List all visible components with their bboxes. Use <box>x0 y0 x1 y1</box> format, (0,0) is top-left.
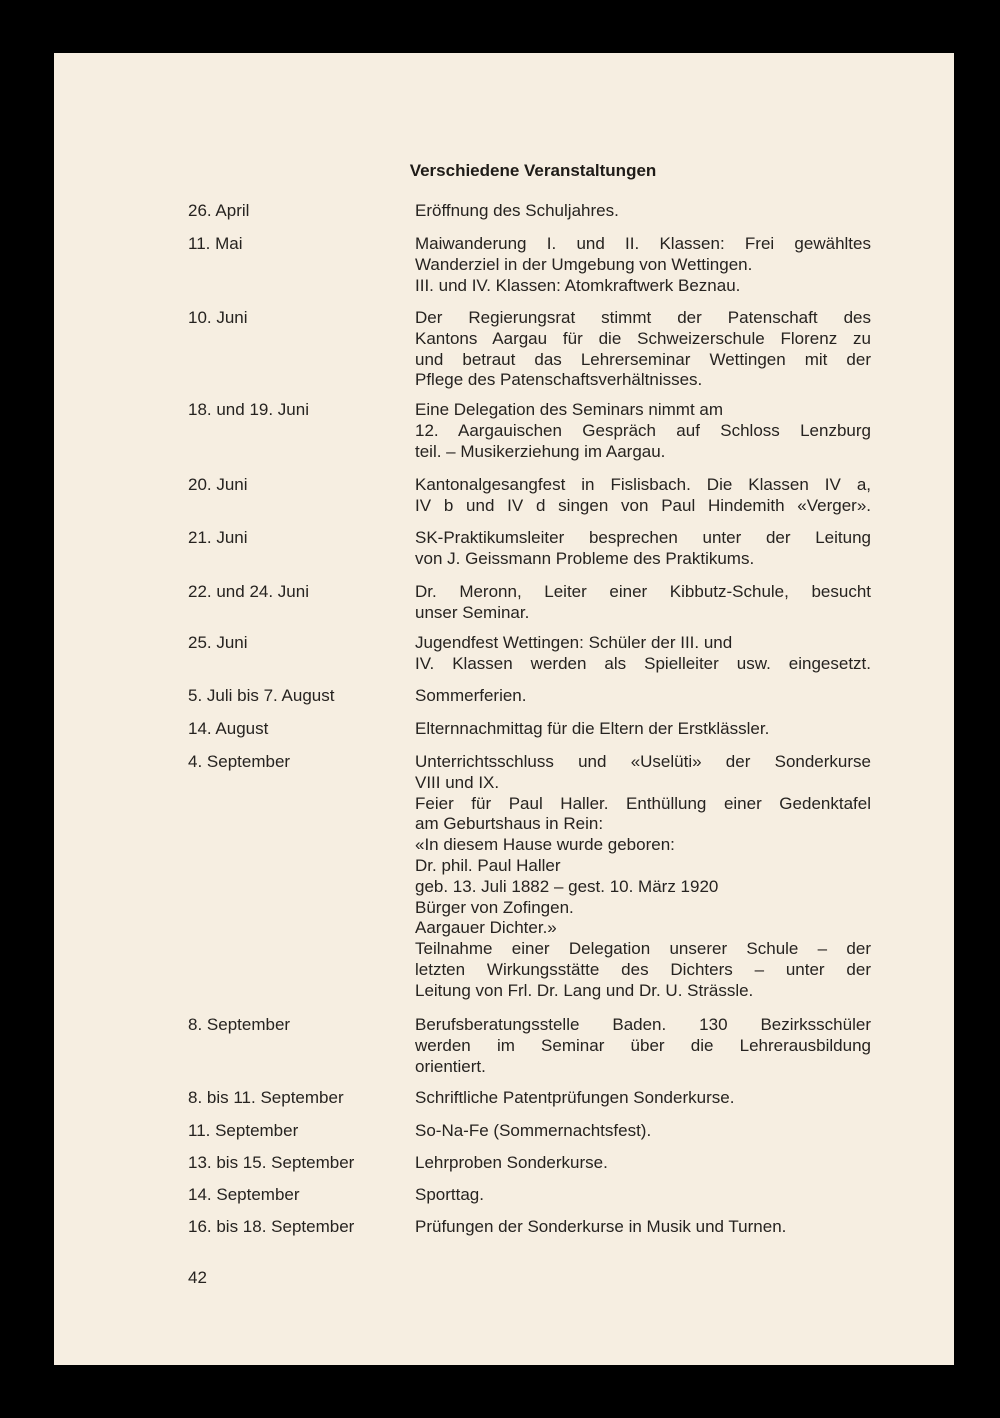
event-description <box>415 1217 871 1238</box>
event-description <box>415 1088 871 1109</box>
event-date: 26. April <box>188 201 250 220</box>
event-description <box>415 582 871 624</box>
event-date: 25. Juni <box>188 633 248 652</box>
event-description <box>415 752 871 1002</box>
event-description-line: Wanderziel in der Umgebung von Wettingen. <box>415 254 753 274</box>
event-date: 11. September <box>188 1121 299 1140</box>
page-sheet <box>54 53 954 1365</box>
event-description-line: Schriftliche Patentprüfungen Sonderkurse. <box>415 1088 735 1107</box>
event-date: 8. September <box>188 1015 291 1034</box>
page-number: 42 <box>188 1268 207 1287</box>
section-heading: Verschiedene Veranstaltungen <box>409 161 657 180</box>
event-description-line: «In diesem Hause wurde geboren: <box>415 835 675 855</box>
event-description <box>415 400 871 462</box>
event-description-line: Pflege des Patenschaftsverhältnisses. <box>415 370 703 390</box>
event-description <box>415 234 871 296</box>
event-description-line: IV. Klassen werden als Spielleiter usw. eingesetzt. <box>415 653 871 673</box>
event-description-line: VIII und IX. <box>415 772 500 792</box>
event-description-line: geb. 13. Juli 1882 – gest. 10. März 1920 <box>415 876 719 896</box>
event-date: 5. Juli bis 7. August <box>188 686 335 705</box>
event-description <box>415 1153 871 1174</box>
event-description-line: Leitung von Frl. Dr. Lang und Dr. U. Strässle. <box>415 980 754 1000</box>
event-description-line: Kantons Aargau für die Schweizerschule Florenz zu <box>415 328 871 348</box>
event-description-line: unser Seminar. <box>415 602 530 622</box>
event-description-line: am Geburtshaus in Rein: <box>415 814 604 834</box>
event-description-line: Elternnachmittag für die Eltern der Erstklässler. <box>415 719 770 738</box>
event-description-line: werden im Seminar über die Lehrerausbildung <box>415 1035 871 1055</box>
event-description-line: Teilnahme einer Delegation unserer Schule – der <box>415 939 871 959</box>
event-description <box>415 201 871 222</box>
event-description-line: Feier für Paul Haller. Enthüllung einer Gedenktafel <box>415 793 871 813</box>
event-description-line: Dr. Meronn, Leiter einer Kibbutz-Schule, besucht <box>415 582 871 601</box>
event-description-line: Eine Delegation des Seminars nimmt am <box>415 400 724 419</box>
event-date: 8. bis 11. September <box>188 1088 344 1107</box>
event-description-line: III. und IV. Klassen: Atomkraftwerk Beznau. <box>415 275 741 295</box>
event-description-line: Dr. phil. Paul Haller <box>415 855 561 875</box>
event-description-line: Unterrichtsschluss und «Uselüti» der Sonderkurse <box>415 752 871 771</box>
event-date: 11. Mai <box>188 234 243 253</box>
event-description-line: von J. Geissmann Probleme des Praktikums. <box>415 548 755 568</box>
event-description <box>415 1121 871 1142</box>
event-date: 10. Juni <box>188 308 248 327</box>
event-date: 20. Juni <box>188 475 248 494</box>
event-description-line: 12. Aargauischen Gespräch auf Schloss Lenzburg <box>415 420 871 440</box>
event-description-line: Berufsberatungsstelle Baden. 130 Bezirksschüler <box>415 1015 871 1034</box>
event-description-line: teil. – Musikerziehung im Aargau. <box>415 441 666 461</box>
event-description <box>415 308 871 391</box>
event-date: 4. September <box>188 752 291 771</box>
event-description <box>415 528 871 570</box>
event-description-line: orientiert. <box>415 1056 486 1076</box>
event-description-line: Eröffnung des Schuljahres. <box>415 201 619 220</box>
event-description <box>415 1015 871 1077</box>
event-description <box>415 1185 871 1206</box>
event-description-line: Prüfungen der Sonderkurse in Musik und Turnen. <box>415 1217 787 1236</box>
event-description-line: und betraut das Lehrerseminar Wettingen mit der <box>415 349 871 369</box>
event-description-line: letzten Wirkungsstätte des Dichters – unter der <box>415 959 871 979</box>
event-description-line: Bürger von Zofingen. <box>415 897 574 917</box>
event-date: 14. August <box>188 719 269 738</box>
event-description <box>415 633 871 675</box>
event-description-line: Der Regierungsrat stimmt der Patenschaft des <box>415 308 871 327</box>
event-description-line: SK-Praktikumsleiter besprechen unter der Leitung <box>415 528 871 547</box>
event-date: 22. und 24. Juni <box>188 582 309 601</box>
event-description-line: Jugendfest Wettingen: Schüler der III. und <box>415 633 733 652</box>
event-description <box>415 475 871 517</box>
event-description-line: Aargauer Dichter.» <box>415 918 557 938</box>
event-description-line: Kantonalgesangfest in Fislisbach. Die Klassen IV a, <box>415 475 871 494</box>
event-date: 13. bis 15. September <box>188 1153 355 1172</box>
event-description <box>415 719 871 740</box>
event-description <box>415 686 871 707</box>
event-date: 18. und 19. Juni <box>188 400 309 419</box>
event-date: 16. bis 18. September <box>188 1217 355 1236</box>
event-description-line: So-Na-Fe (Sommernachtsfest). <box>415 1121 652 1140</box>
event-date: 21. Juni <box>188 528 248 547</box>
event-date: 14. September <box>188 1185 300 1204</box>
event-description-line: Lehrproben Sonderkurse. <box>415 1153 608 1172</box>
event-description-line: Sommerferien. <box>415 686 527 705</box>
event-description-line: IV b und IV d singen von Paul Hindemith «Verger». <box>415 495 871 515</box>
event-description-line: Sporttag. <box>415 1185 484 1204</box>
event-description-line: Maiwanderung I. und II. Klassen: Frei gewähltes <box>415 234 871 253</box>
